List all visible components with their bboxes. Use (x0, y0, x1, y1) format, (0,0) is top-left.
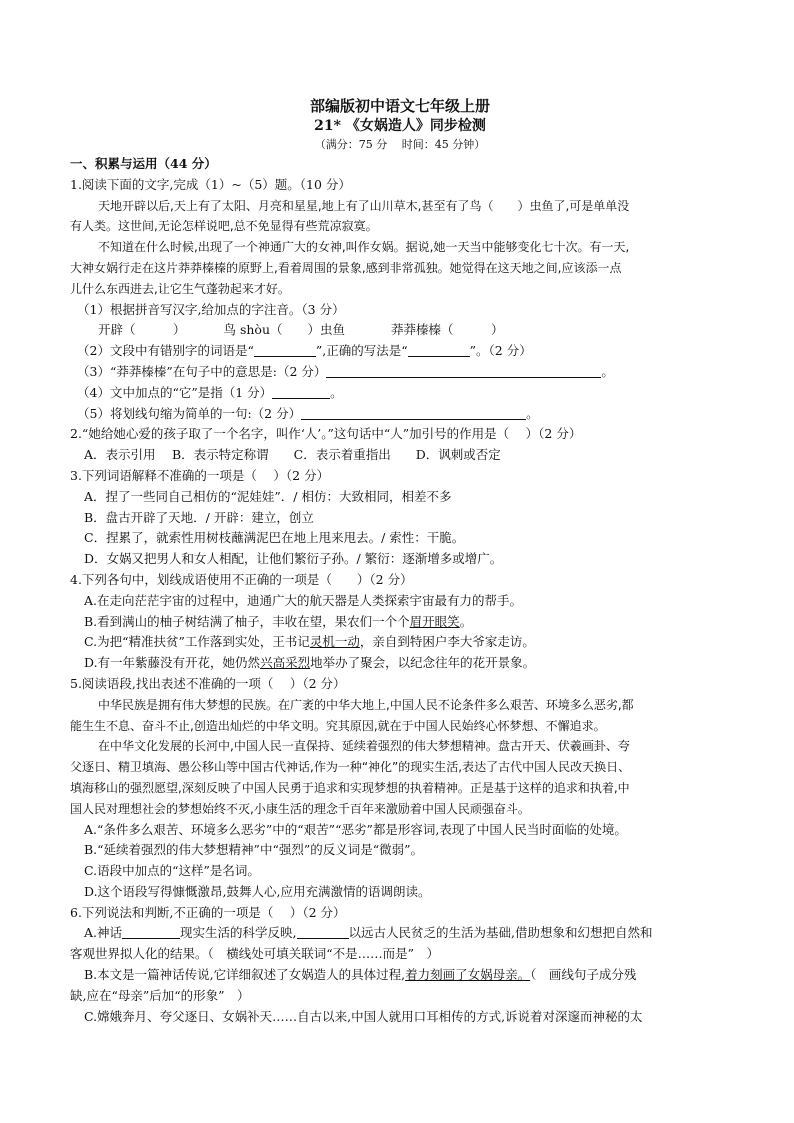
q4-option-d[interactable]: D.有一年紫藤没有开花，她仍然兴高采烈地举办了聚会，以纪念往年的花开景象。 (84, 655, 536, 671)
word-niaoshou[interactable]: 鸟 shòu（ ）虫鱼 (223, 322, 345, 338)
doc-title: 部编版初中语文七年级上册 (309, 97, 490, 115)
q1-passage-line: 有人类。这世间,无论怎样说吧,总不免显得有些荒凉寂寞。 (70, 219, 378, 234)
q6-option-a-cont: 客观世界拟人化的结果。（ 横线处可填关联词“不是……而是” ） (70, 946, 440, 962)
answer-blank[interactable] (254, 342, 316, 357)
q6-option-b[interactable]: B.本文是一篇神话传说,它详细叙述了女娲造人的具体过程,着力刻画了女娲母亲。（ 画线句子成分残 (84, 967, 637, 983)
q1-stem: 1.阅读下面的文字,完成（1）~（5）题。（10 分） (70, 176, 351, 192)
q3-option-c[interactable]: C．捏累了，就索性用树枝蘸满泥巴在地上甩来甩去。/ 索性：干脆。 (84, 530, 465, 546)
answer-blank[interactable] (301, 405, 526, 420)
q5-option-c[interactable]: C.语段中加点的“这样”是名词。 (84, 863, 260, 879)
q1-sub2: （2）文段中有错别字的词语是“ ”,正确的写法是“ ”。（2 分） (77, 343, 532, 359)
q6-option-c[interactable]: C.嫦娥奔月、夸父逐日、女娲补天……自古以来,中国人就用口耳相传的方式,诉说着对深邃而神秘的太 (84, 1008, 643, 1024)
q2-stem: 2.“她给她心爱的孩子取了一个名字，叫作‘人’。”这句话中“人”加引号的作用是（ ）（2 分） (70, 426, 582, 442)
q5-passage-line: 中华民族是拥有伟大梦想的民族。在广袤的中华大地上,中国人民不论条件多么艰苦、环境多么恶劣,都 (98, 697, 634, 712)
q1-sub1-words (70, 320, 730, 341)
q5-passage-line: 国人民对理想社会的梦想始终不灭,小康生活的理念千百年来激励着中国人民顽强奋斗。 (70, 801, 530, 816)
document-page (70, 96, 730, 1027)
q3-option-a[interactable]: A．捏了一些同自己相仿的“泥娃娃”．/ 相仿：大致相同，相差不多 (84, 488, 452, 504)
answer-blank[interactable] (272, 384, 330, 399)
q6-option-a[interactable]: A.神话 现实生活的科学反映, 以远古人民贫乏的生活为基础,借助想象和幻想把自然和 (84, 925, 653, 941)
q1-sub1: （1）根据拼音写汉字,给加点的字注音。（3 分） (77, 301, 345, 317)
q1-sub5: （5）将划线句缩为简单的一句:（2 分） 。 (77, 405, 539, 421)
answer-blank[interactable] (297, 924, 349, 939)
word-mangmang[interactable]: 莽莽榛榛（ ） (390, 322, 504, 338)
q4-option-b[interactable]: B.看到满山的柚子树结满了柚子，丰收在望，果农们一个个眉开眼笑。 (84, 613, 473, 629)
doc-meta: （满分：75 分 时间：45 分钟） (314, 138, 486, 151)
q4-option-a[interactable]: A.在走向茫茫宇宙的过程中，迪通广大的航天器是人类探索宇宙最有力的帮手。 (84, 592, 523, 608)
q1-passage-line: 天地开辟以后,天上有了太阳、月亮和星星,地上有了山川草木,甚至有了鸟（ ）虫鱼了,可是单单没 (98, 198, 630, 213)
q3-option-b[interactable]: B．盘古开辟了天地．/ 开辟：建立，创立 (84, 509, 314, 525)
q1-sub3: （3）“莽莽榛榛”在句子中的意思是:（2 分） 。 (77, 363, 614, 379)
q5-option-b[interactable]: B.“延续着强烈的伟大梦想精神”中“强烈”的反义词是“微弱”。 (84, 842, 424, 858)
q5-passage-line: 在中华文化发展的长河中,中国人民一直保持、延续着强烈的伟大梦想精神。盘古开天、伏羲画卦、夸 (98, 739, 630, 754)
q5-passage-line: 能生生不息、奋斗不止,创造出灿烂的中华文明。究其原因,就在于中国人民始终心怀梦想、不懈追求。 (70, 718, 606, 733)
q3-stem: 3.下列词语解释不准确的一项是（ ）（2 分） (70, 467, 330, 483)
q1-passage-line: 大神女娲行走在这片莽莽榛榛的原野上,看着周围的景象,感到非常孤独。她觉得在这天地之间,应该添一点 (70, 260, 622, 275)
q5-passage-line: 父逐日、精卫填海、愚公移山等中国古代神话,作为一种“神化”的现实生活,表达了古代中国人民改天换日、 (70, 760, 631, 775)
q6-stem: 6.下列说法和判断,不正确的一项是（ ）（2 分） (70, 904, 346, 920)
q5-option-d[interactable]: D.这个语段写得慷慨激昂,鼓舞人心,应用充满激情的语调朗读。 (84, 883, 431, 899)
q6-option-b-cont: 缺,应在“母亲”后加“的形象” ） (70, 987, 250, 1003)
answer-blank[interactable] (408, 342, 470, 357)
q5-passage-line: 填海移山的强烈愿望,深刻反映了中国人民勇于追求和实现梦想的执着精神。正是基于这样的追求和执着,中 (70, 780, 630, 795)
answer-blank[interactable] (326, 363, 601, 378)
q4-option-c[interactable]: C.为把“精准扶贫”工作落到实处，王书记灵机一动，亲自到特困户李大爷家走访。 (84, 634, 535, 650)
q2-options[interactable]: A．表示引用 B．表示特定称谓 C．表示着重指出 D．讽刺或否定 (84, 447, 501, 463)
q5-stem: 5.阅读语段,找出表述不准确的一项（ ）（2 分） (70, 675, 346, 691)
answer-blank[interactable] (122, 924, 180, 939)
word-kaipi[interactable]: 开辟（ ） (98, 322, 186, 338)
section-heading: 一、积累与运用（44 分） (70, 156, 217, 171)
q5-option-a[interactable]: A.“条件多么艰苦、环境多么恶劣”中的“艰苦”“恶劣”都是形容词,表现了中国人民当时面临的处境。 (84, 821, 627, 837)
q3-option-d[interactable]: D．女娲又把男人和女人相配，让他们繁衍子孙。/ 繁衍：逐渐增多或增广。 (84, 551, 503, 567)
q1-passage-line: 不知道在什么时候,出现了一个神通广大的女神,叫作女娲。据说,她一天当中能够变化七十次。有一天, (98, 240, 630, 255)
q1-passage-line: 儿什么东西进去,让它生气蓬勃起来才好。 (70, 281, 290, 296)
q4-stem: 4.下列各句中，划线成语使用不正确的一项是（ ）（2 分） (70, 571, 413, 587)
q1-sub4: （4）文中加点的“它”是指（1 分） 。 (77, 384, 343, 400)
doc-subtitle: 21* 《女娲造人》同步检测 (314, 118, 486, 134)
